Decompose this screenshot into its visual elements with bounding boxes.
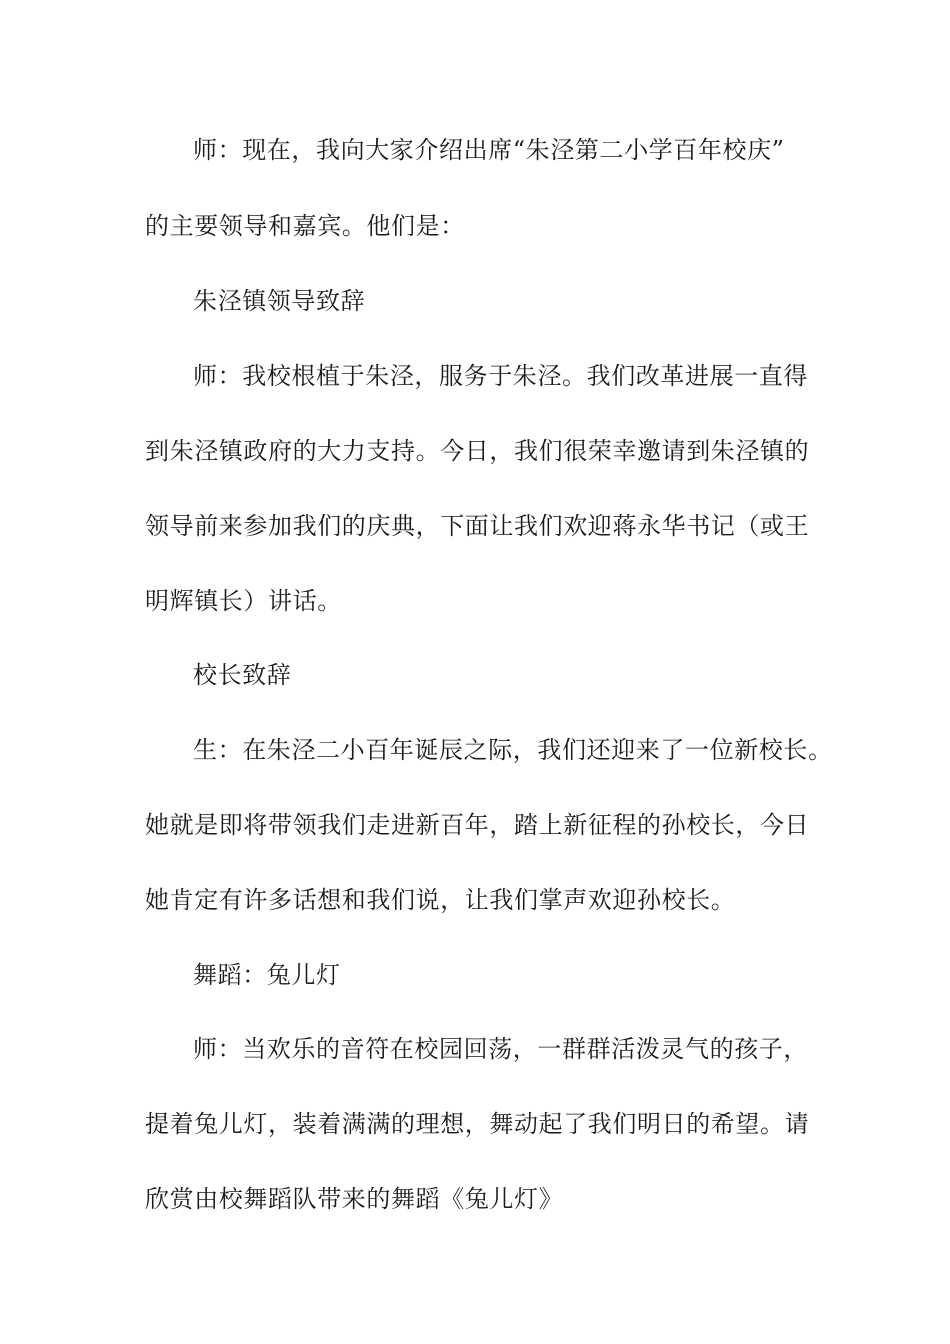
paragraph-line: 提着兔儿灯，装着满满的理想，舞动起了我们明日的希望。请 — [145, 1110, 810, 1138]
paragraph-line: 她肯定有许多话想和我们说，让我们掌声欢迎孙校长。 — [145, 886, 736, 914]
paragraph-line: 师：现在，我向大家介绍出席“朱泾第二小学百年校庆” — [193, 136, 785, 164]
paragraph-line: 领导前来参加我们的庆典，下面让我们欢迎蒋永华书记（或王 — [145, 512, 810, 540]
paragraph-line: 到朱泾镇政府的大力支持。今日，我们很荣幸邀请到朱泾镇的 — [145, 437, 810, 465]
paragraph-line: 的主要领导和嘉宾。他们是： — [145, 212, 465, 240]
paragraph-line: 明辉镇长）讲话。 — [145, 587, 342, 615]
paragraph-line: 师：我校根植于朱泾，服务于朱泾。我们改革进展一直得 — [193, 362, 808, 390]
paragraph-line: 欣赏由校舞蹈队带来的舞蹈《兔儿灯》 — [145, 1185, 564, 1213]
section-heading: 朱泾镇领导致辞 — [193, 287, 366, 315]
section-heading: 舞蹈：兔儿灯 — [193, 961, 341, 989]
paragraph-line: 她就是即将带领我们走进新百年，踏上新征程的孙校长，今日 — [145, 811, 810, 839]
paragraph-line: 生：在朱泾二小百年诞辰之际，我们还迎来了一位新校长。 — [193, 736, 833, 764]
paragraph-line: 师：当欢乐的音符在校园回荡，一群群活泼灵气的孩子， — [193, 1035, 808, 1063]
section-heading: 校长致辞 — [193, 661, 292, 689]
